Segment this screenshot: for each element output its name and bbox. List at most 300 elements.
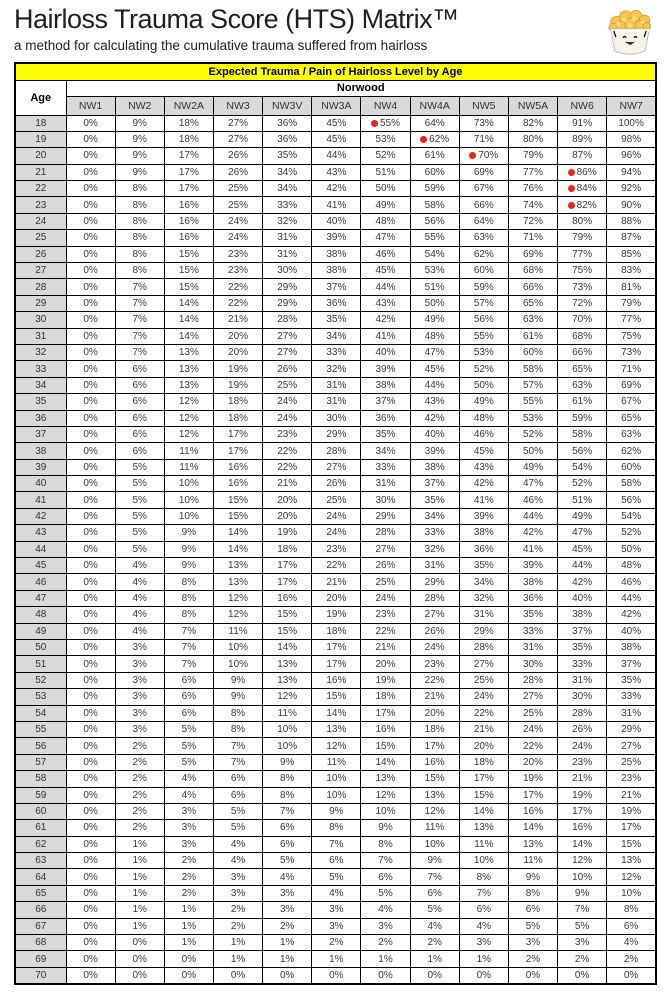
hts-cell: 44%: [312, 148, 361, 164]
hts-cell: 5%: [312, 869, 361, 885]
hts-cell: 45%: [459, 443, 508, 459]
hts-cell: 27%: [459, 656, 508, 672]
hts-cell: 10%: [410, 836, 459, 852]
hts-cell: 66%: [508, 279, 557, 295]
hts-cell: 98%: [607, 131, 656, 147]
hts-cell: 6%: [115, 377, 164, 393]
hts-cell: 24%: [312, 508, 361, 524]
hts-cell: 59%: [410, 181, 459, 197]
hts-cell: 20%: [312, 590, 361, 606]
hts-cell: 15%: [361, 738, 410, 754]
hts-cell: 30%: [558, 689, 607, 705]
hts-cell: 16%: [213, 476, 262, 492]
hts-cell: 24%: [263, 394, 312, 410]
hts-cell: 65%: [508, 295, 557, 311]
hts-cell: 8%: [213, 705, 262, 721]
hts-cell: 19%: [213, 377, 262, 393]
age-cell: 40: [15, 476, 66, 492]
hts-cell: 8%: [263, 771, 312, 787]
age-cell: 47: [15, 590, 66, 606]
hts-cell: 8%: [115, 213, 164, 229]
hts-cell: 12%: [213, 607, 262, 623]
hts-cell: 2%: [607, 951, 656, 967]
hts-cell: 29%: [410, 574, 459, 590]
hts-cell: 9%: [508, 869, 557, 885]
hts-cell: 4%: [361, 902, 410, 918]
hts-cell: 34%: [263, 164, 312, 180]
hts-cell: 3%: [213, 885, 262, 901]
table-row-age-53: [15, 689, 656, 705]
hts-cell: 33%: [410, 525, 459, 541]
hts-cell: 0%: [312, 967, 361, 983]
hts-cell: 6%: [263, 820, 312, 836]
hts-cell: 7%: [115, 344, 164, 360]
hts-cell: 10%: [213, 656, 262, 672]
hts-cell: 6%: [115, 361, 164, 377]
hts-cell: 18%: [312, 623, 361, 639]
hts-cell: 0%: [66, 148, 115, 164]
hts-cell: 22%: [263, 443, 312, 459]
hts-cell: 17%: [607, 820, 656, 836]
hts-cell: 65%: [558, 361, 607, 377]
age-cell: 30: [15, 312, 66, 328]
hts-cell: 2%: [410, 935, 459, 951]
hts-cell: 17%: [263, 558, 312, 574]
hts-cell: 60%: [607, 459, 656, 475]
hts-cell: 3%: [508, 935, 557, 951]
table-row-age-33: [15, 361, 656, 377]
hts-cell: 29%: [607, 721, 656, 737]
hts-cell: 49%: [410, 312, 459, 328]
hts-cell: 49%: [558, 508, 607, 524]
table-row-age-55: [15, 721, 656, 737]
hts-cell: 33%: [508, 623, 557, 639]
age-cell: 42: [15, 508, 66, 524]
hts-cell: 1%: [115, 836, 164, 852]
table-row-age-68: [15, 935, 656, 951]
hts-cell: 1%: [164, 918, 213, 934]
hts-cell: 35%: [410, 492, 459, 508]
age-cell: 70: [15, 967, 66, 983]
hts-cell: 44%: [508, 508, 557, 524]
hts-cell: 12%: [164, 426, 213, 442]
hts-cell: 2%: [115, 787, 164, 803]
hts-cell: 75%: [558, 263, 607, 279]
hts-cell: 27%: [607, 738, 656, 754]
hts-cell: 53%: [361, 131, 410, 147]
hts-cell: 42%: [558, 574, 607, 590]
hts-cell: 80%: [558, 213, 607, 229]
hts-cell: 11%: [459, 836, 508, 852]
hts-cell: 4%: [115, 623, 164, 639]
hts-cell: 41%: [508, 541, 557, 557]
hts-cell: 2%: [164, 885, 213, 901]
hts-cell: 22%: [213, 295, 262, 311]
hts-cell: 0%: [66, 590, 115, 606]
hts-cell: 6%: [361, 869, 410, 885]
table-row-age-60: [15, 803, 656, 819]
hts-cell: 48%: [361, 213, 410, 229]
hts-cell: 18%: [263, 541, 312, 557]
hts-cell: 36%: [361, 410, 410, 426]
hts-cell: 26%: [213, 164, 262, 180]
hts-cell: 57%: [459, 295, 508, 311]
hts-cell: 53%: [410, 263, 459, 279]
hts-cell: 5%: [115, 492, 164, 508]
table-row-age-30: [15, 312, 656, 328]
hts-cell: 5%: [164, 721, 213, 737]
age-cell: 59: [15, 787, 66, 803]
hts-cell: 45%: [410, 361, 459, 377]
hts-cell: 8%: [164, 607, 213, 623]
hts-cell: 8%: [263, 787, 312, 803]
hts-cell: 6%: [164, 689, 213, 705]
hts-cell: 24%: [361, 590, 410, 606]
column-header-nw1: NW1: [66, 96, 115, 115]
hts-cell: 26%: [312, 476, 361, 492]
hts-cell: 23%: [263, 426, 312, 442]
hts-cell: 96%: [607, 148, 656, 164]
table-row-age-18: [15, 115, 656, 131]
age-cell: 38: [15, 443, 66, 459]
hts-cell: 100%: [607, 115, 656, 131]
hts-cell: 87%: [558, 148, 607, 164]
hts-cell: 23%: [607, 771, 656, 787]
hts-cell: 0%: [66, 541, 115, 557]
hts-cell: 42%: [361, 312, 410, 328]
age-cell: 63: [15, 853, 66, 869]
hts-cell: 35%: [508, 607, 557, 623]
hts-cell: 9%: [410, 853, 459, 869]
hts-cell: 45%: [558, 541, 607, 557]
hts-cell: 68%: [508, 263, 557, 279]
hts-cell: 44%: [361, 279, 410, 295]
hts-cell: 49%: [361, 197, 410, 213]
hts-cell: 8%: [508, 885, 557, 901]
hts-cell: 25%: [607, 754, 656, 770]
hts-cell: 63%: [558, 377, 607, 393]
age-cell: 65: [15, 885, 66, 901]
hts-cell: 7%: [164, 640, 213, 656]
page-header: [14, 4, 657, 53]
hts-cell: 38%: [607, 640, 656, 656]
hts-cell: 28%: [459, 640, 508, 656]
hts-cell: 0%: [66, 918, 115, 934]
norwood-group-header: Norwood: [66, 80, 656, 96]
age-cell: 61: [15, 820, 66, 836]
age-cell: 52: [15, 672, 66, 688]
table-row-age-40: [15, 476, 656, 492]
hts-cell: 16%: [361, 721, 410, 737]
hts-cell: 69%: [607, 377, 656, 393]
table-row-age-56: [15, 738, 656, 754]
hts-cell: 8%: [115, 263, 164, 279]
hts-cell: 4%: [410, 918, 459, 934]
hts-cell: 77%: [607, 312, 656, 328]
table-row-age-26: [15, 246, 656, 262]
hts-cell: 40%: [361, 344, 410, 360]
hts-cell: 18%: [410, 721, 459, 737]
hts-cell: 31%: [312, 394, 361, 410]
age-cell: 18: [15, 115, 66, 131]
age-cell: 56: [15, 738, 66, 754]
page-title: Hairloss Trauma Score (HTS) Matrix™: [14, 4, 459, 34]
hts-cell: 0%: [66, 820, 115, 836]
red-dot-marker-icon: [371, 120, 378, 127]
hts-cell: 13%: [459, 820, 508, 836]
hts-cell: 59%: [558, 410, 607, 426]
hts-cell: 3%: [213, 869, 262, 885]
hts-cell: 36%: [459, 541, 508, 557]
hts-cell: 37%: [607, 656, 656, 672]
hts-cell: 7%: [164, 623, 213, 639]
hts-cell: 42%: [607, 607, 656, 623]
hts-cell: 2%: [361, 935, 410, 951]
red-dot-marker-icon: [420, 136, 427, 143]
column-header-nw2: NW2: [115, 96, 164, 115]
hts-cell: 1%: [164, 935, 213, 951]
hts-cell: 9%: [213, 672, 262, 688]
hts-cell: 11%: [263, 705, 312, 721]
hts-cell: 24%: [459, 689, 508, 705]
hts-cell: 0%: [66, 426, 115, 442]
column-header-nw3a: NW3A: [312, 96, 361, 115]
hts-cell: 12%: [312, 738, 361, 754]
table-row-age-39: [15, 459, 656, 475]
hts-cell: 45%: [312, 115, 361, 131]
hts-cell: 21%: [263, 476, 312, 492]
hts-cell: 33%: [607, 689, 656, 705]
hts-cell: 54%: [410, 246, 459, 262]
hts-cell: 16%: [263, 590, 312, 606]
hts-cell: 0%: [66, 656, 115, 672]
hts-cell: 6%: [115, 426, 164, 442]
hts-cell: 14%: [164, 312, 213, 328]
hts-cell: 35%: [558, 640, 607, 656]
hts-cell: 35%: [361, 426, 410, 442]
hts-cell: 25%: [312, 492, 361, 508]
hts-cell: 0%: [410, 967, 459, 983]
age-cell: 23: [15, 197, 66, 213]
hts-cell: 13%: [263, 672, 312, 688]
hts-cell: 3%: [164, 803, 213, 819]
hts-cell: 44%: [410, 377, 459, 393]
hts-cell: 0%: [66, 853, 115, 869]
hts-cell: 26%: [361, 558, 410, 574]
hts-cell: 1%: [115, 853, 164, 869]
hts-cell: 6%: [213, 771, 262, 787]
hts-cell: 2%: [115, 754, 164, 770]
hts-cell: 37%: [361, 394, 410, 410]
table-row-age-21: [15, 164, 656, 180]
hts-cell: 32%: [263, 213, 312, 229]
hts-cell: 3%: [558, 935, 607, 951]
hts-cell: 50%: [607, 541, 656, 557]
hts-cell: 7%: [459, 885, 508, 901]
hts-cell: 5%: [115, 525, 164, 541]
hts-cell: 8%: [459, 869, 508, 885]
hts-cell: 62%: [410, 131, 459, 147]
hts-cell: 69%: [459, 164, 508, 180]
hts-cell: 0%: [66, 164, 115, 180]
column-header-row: [15, 96, 656, 115]
hts-cell: 32%: [312, 361, 361, 377]
hts-cell: 34%: [312, 328, 361, 344]
hts-cell: 22%: [508, 738, 557, 754]
hts-cell: 6%: [213, 787, 262, 803]
hts-cell: 9%: [312, 803, 361, 819]
hts-cell: 19%: [607, 803, 656, 819]
hts-cell: 50%: [410, 295, 459, 311]
column-header-nw5: NW5: [459, 96, 508, 115]
hts-cell: 60%: [459, 263, 508, 279]
hts-cell: 5%: [115, 459, 164, 475]
table-row-age-67: [15, 918, 656, 934]
hts-cell: 72%: [508, 213, 557, 229]
hts-cell: 14%: [213, 541, 262, 557]
hts-cell: 1%: [361, 951, 410, 967]
hts-cell: 15%: [164, 246, 213, 262]
hts-cell: 4%: [459, 918, 508, 934]
hts-cell: 0%: [213, 967, 262, 983]
table-row-age-61: [15, 820, 656, 836]
hts-cell: 31%: [263, 246, 312, 262]
hts-cell: 10%: [558, 869, 607, 885]
hts-cell: 28%: [410, 590, 459, 606]
hts-cell: 24%: [263, 410, 312, 426]
hts-cell: 0%: [66, 738, 115, 754]
table-row-age-65: [15, 885, 656, 901]
hts-cell: 37%: [558, 623, 607, 639]
hts-cell: 9%: [115, 164, 164, 180]
table-row-age-29: [15, 295, 656, 311]
table-row-age-64: [15, 869, 656, 885]
hts-cell: 0%: [66, 197, 115, 213]
hts-cell: 4%: [263, 869, 312, 885]
hts-cell: 0%: [66, 967, 115, 983]
hts-cell: 44%: [558, 558, 607, 574]
hts-cell: 27%: [263, 344, 312, 360]
hts-cell: 7%: [361, 853, 410, 869]
hts-cell: 56%: [410, 213, 459, 229]
hts-cell: 17%: [361, 705, 410, 721]
hts-cell: 6%: [508, 902, 557, 918]
age-cell: 24: [15, 213, 66, 229]
hts-cell: 36%: [508, 590, 557, 606]
hts-cell: 4%: [213, 853, 262, 869]
hts-cell: 8%: [361, 836, 410, 852]
hts-cell: 7%: [115, 312, 164, 328]
hts-cell: 31%: [558, 672, 607, 688]
table-row-age-24: [15, 213, 656, 229]
hts-cell: 2%: [213, 918, 262, 934]
hts-cell: 0%: [66, 312, 115, 328]
hts-cell: 4%: [164, 771, 213, 787]
hts-cell: 9%: [558, 885, 607, 901]
hts-cell: 17%: [213, 443, 262, 459]
hts-cell: 2%: [263, 918, 312, 934]
hts-cell: 58%: [607, 476, 656, 492]
hts-cell: 13%: [607, 853, 656, 869]
table-row-age-37: [15, 426, 656, 442]
hts-cell: 3%: [115, 721, 164, 737]
hts-cell: 59%: [459, 279, 508, 295]
hts-cell: 20%: [410, 705, 459, 721]
column-header-nw7: NW7: [607, 96, 656, 115]
hts-cell: 1%: [164, 902, 213, 918]
hts-cell: 25%: [213, 181, 262, 197]
age-cell: 64: [15, 869, 66, 885]
hts-cell: 53%: [459, 344, 508, 360]
hts-cell: 0%: [66, 885, 115, 901]
hts-cell: 15%: [164, 279, 213, 295]
hts-cell: 6%: [115, 394, 164, 410]
table-row-age-20: [15, 148, 656, 164]
hts-cell: 17%: [164, 148, 213, 164]
hts-cell: 37%: [410, 476, 459, 492]
hts-cell: 9%: [263, 754, 312, 770]
hts-cell: 15%: [213, 508, 262, 524]
hts-cell: 42%: [508, 525, 557, 541]
hts-cell: 35%: [263, 148, 312, 164]
hts-cell: 41%: [459, 492, 508, 508]
hts-cell: 8%: [115, 246, 164, 262]
hts-cell: 9%: [213, 689, 262, 705]
hts-cell: 15%: [312, 689, 361, 705]
hts-cell: 9%: [361, 820, 410, 836]
hts-cell: 28%: [263, 312, 312, 328]
hts-cell: 44%: [607, 590, 656, 606]
hts-cell: 0%: [66, 803, 115, 819]
table-banner: Expected Trauma / Pain of Hairloss Level by Age: [15, 63, 656, 80]
hts-cell: 23%: [213, 263, 262, 279]
hts-cell: 94%: [607, 164, 656, 180]
hts-cell: 12%: [263, 689, 312, 705]
hts-cell: 71%: [607, 361, 656, 377]
hts-cell: 24%: [213, 213, 262, 229]
hts-cell: 19%: [558, 787, 607, 803]
hts-cell: 9%: [115, 131, 164, 147]
popcorn-bucket-icon: [603, 6, 657, 62]
hts-cell: 4%: [115, 607, 164, 623]
hts-cell: 4%: [115, 590, 164, 606]
hts-cell: 51%: [410, 279, 459, 295]
hts-cell: 43%: [361, 295, 410, 311]
hts-cell: 1%: [263, 935, 312, 951]
hts-cell: 38%: [410, 459, 459, 475]
hts-cell: 15%: [459, 787, 508, 803]
age-cell: 50: [15, 640, 66, 656]
column-header-nw3: NW3: [213, 96, 262, 115]
hts-cell: 23%: [213, 246, 262, 262]
age-cell: 32: [15, 344, 66, 360]
hts-cell: 6%: [312, 853, 361, 869]
table-row-age-27: [15, 263, 656, 279]
hts-cell: 5%: [213, 820, 262, 836]
hts-cell: 20%: [213, 328, 262, 344]
hts-cell: 13%: [213, 574, 262, 590]
hts-cell: 19%: [361, 672, 410, 688]
hts-cell: 35%: [312, 312, 361, 328]
table-row-age-59: [15, 787, 656, 803]
hts-cell: 2%: [115, 820, 164, 836]
table-row-age-19: [15, 131, 656, 147]
table-row-age-62: [15, 836, 656, 852]
hts-cell: 19%: [213, 361, 262, 377]
hts-cell: 13%: [312, 721, 361, 737]
hts-cell: 2%: [115, 771, 164, 787]
hts-cell: 66%: [459, 197, 508, 213]
